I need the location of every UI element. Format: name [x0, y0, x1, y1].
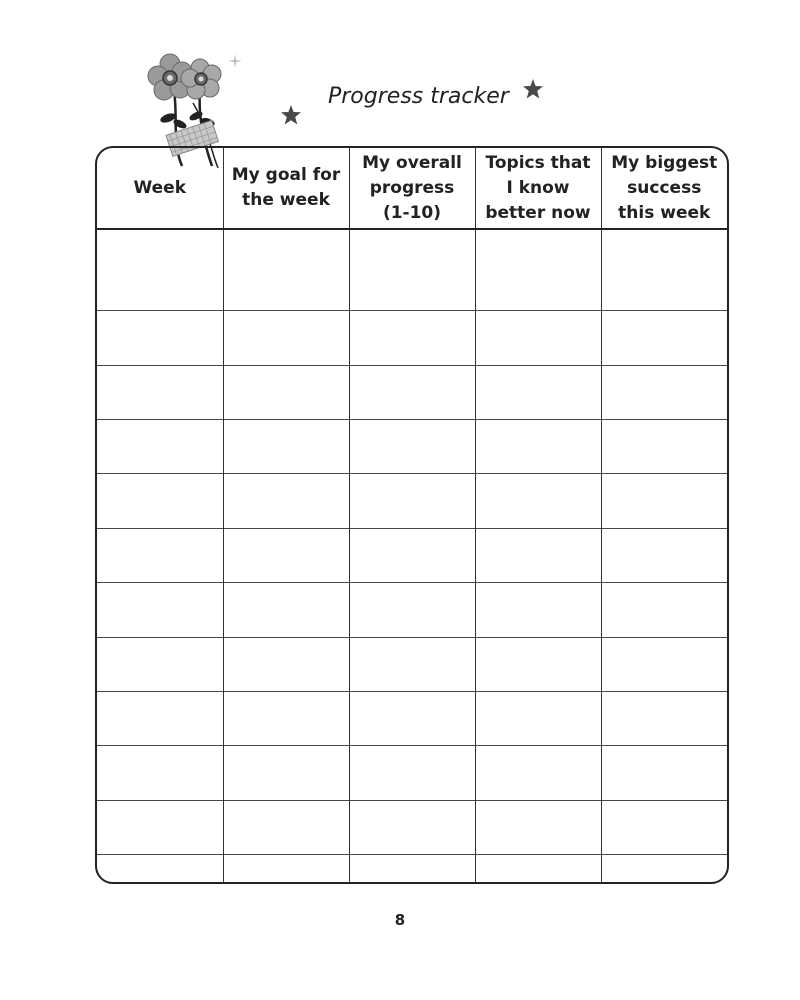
- table-row: [97, 311, 727, 365]
- table-cell[interactable]: [349, 528, 475, 582]
- progress-tracker-table: [95, 146, 729, 884]
- table-row: [97, 800, 727, 854]
- table-cell[interactable]: [601, 746, 727, 800]
- table-row: [97, 474, 727, 528]
- table-row: [97, 855, 727, 882]
- column-header: My goal for the week: [223, 148, 349, 229]
- table-cell[interactable]: [601, 419, 727, 473]
- table-cell[interactable]: [475, 419, 601, 473]
- table-cell[interactable]: [223, 746, 349, 800]
- table-row: [97, 365, 727, 419]
- table-cell[interactable]: [349, 691, 475, 745]
- table-cell[interactable]: [223, 474, 349, 528]
- table-cell[interactable]: [97, 583, 223, 637]
- column-header: My biggest success this week: [601, 148, 727, 229]
- header-row: [97, 148, 727, 229]
- table-cell[interactable]: [601, 691, 727, 745]
- table-cell[interactable]: [223, 419, 349, 473]
- sparkle-icon: [228, 54, 242, 68]
- star-icon: [522, 78, 544, 100]
- page-number: 8: [394, 911, 406, 929]
- table-cell[interactable]: [475, 800, 601, 854]
- table-cell[interactable]: [349, 855, 475, 882]
- table-row: [97, 419, 727, 473]
- table-cell[interactable]: [349, 637, 475, 691]
- star-icon: [280, 104, 302, 126]
- table-cell[interactable]: [475, 855, 601, 882]
- table-cell[interactable]: [475, 229, 601, 311]
- table-cell[interactable]: [97, 474, 223, 528]
- table-row: [97, 528, 727, 582]
- column-header: My overall progress (1-10): [349, 148, 475, 229]
- table-cell[interactable]: [349, 365, 475, 419]
- table-cell[interactable]: [475, 528, 601, 582]
- table-cell[interactable]: [601, 855, 727, 882]
- table-cell[interactable]: [97, 800, 223, 854]
- table-cell[interactable]: [223, 229, 349, 311]
- table-cell[interactable]: [97, 229, 223, 311]
- table-cell[interactable]: [475, 691, 601, 745]
- table-cell[interactable]: [97, 311, 223, 365]
- table-cell[interactable]: [97, 855, 223, 882]
- table-cell[interactable]: [475, 583, 601, 637]
- table-cell[interactable]: [349, 474, 475, 528]
- table-cell[interactable]: [475, 365, 601, 419]
- table-cell[interactable]: [97, 637, 223, 691]
- table-cell[interactable]: [223, 528, 349, 582]
- table-cell[interactable]: [601, 229, 727, 311]
- table-cell[interactable]: [223, 637, 349, 691]
- table-cell[interactable]: [349, 583, 475, 637]
- table-cell[interactable]: [475, 637, 601, 691]
- table-cell[interactable]: [223, 855, 349, 882]
- table-cell[interactable]: [601, 583, 727, 637]
- table-cell[interactable]: [97, 419, 223, 473]
- table-cell[interactable]: [349, 746, 475, 800]
- table-cell[interactable]: [475, 746, 601, 800]
- table-cell[interactable]: [349, 419, 475, 473]
- table-cell[interactable]: [601, 311, 727, 365]
- table-cell[interactable]: [97, 365, 223, 419]
- column-header: Week: [97, 148, 223, 229]
- table-cell[interactable]: [223, 311, 349, 365]
- table-cell[interactable]: [97, 746, 223, 800]
- table-body: [97, 229, 727, 882]
- table-cell[interactable]: [601, 528, 727, 582]
- table-cell[interactable]: [223, 691, 349, 745]
- table-cell[interactable]: [223, 365, 349, 419]
- page-title: Progress tracker: [328, 84, 509, 109]
- table-cell[interactable]: [601, 800, 727, 854]
- table-cell[interactable]: [223, 800, 349, 854]
- table-cell[interactable]: [601, 474, 727, 528]
- table-cell[interactable]: [349, 800, 475, 854]
- table-row: [97, 229, 727, 311]
- table-cell[interactable]: [349, 311, 475, 365]
- column-header: Topics that I know better now: [475, 148, 601, 229]
- table-row: [97, 583, 727, 637]
- table-row: [97, 746, 727, 800]
- table-cell[interactable]: [601, 637, 727, 691]
- table-cell[interactable]: [223, 583, 349, 637]
- table-cell[interactable]: [475, 474, 601, 528]
- table-cell[interactable]: [97, 691, 223, 745]
- table-cell[interactable]: [601, 365, 727, 419]
- table-row: [97, 637, 727, 691]
- table-cell[interactable]: [475, 311, 601, 365]
- table-cell[interactable]: [349, 229, 475, 311]
- table-cell[interactable]: [97, 528, 223, 582]
- table-row: [97, 691, 727, 745]
